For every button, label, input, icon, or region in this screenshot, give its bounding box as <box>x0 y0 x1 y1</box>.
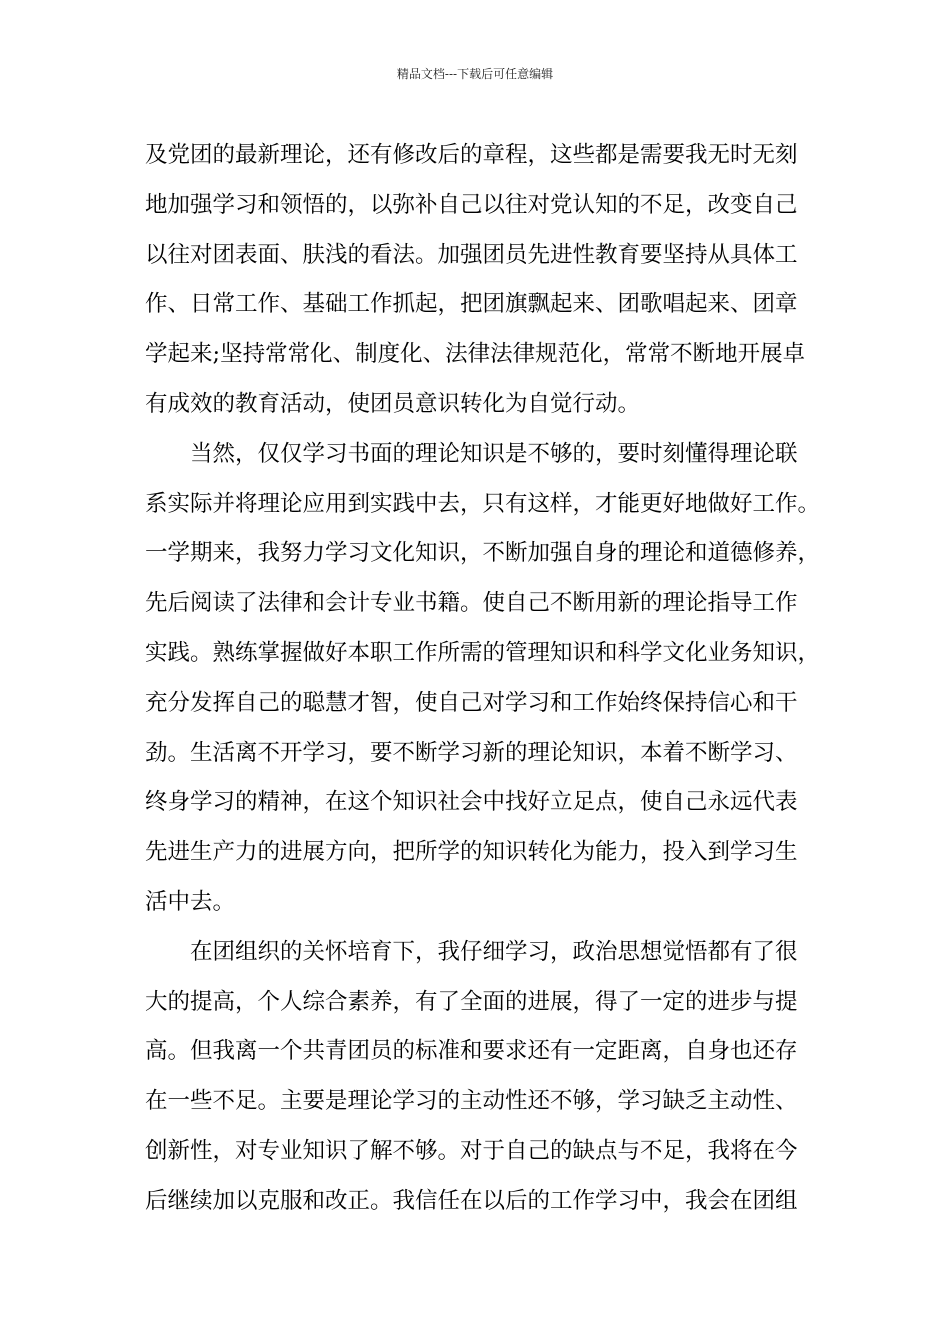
text-line: 以往对团表面、肤浅的看法。加强团员先进性教育要坚持从具体工 <box>145 241 798 268</box>
text-line: 在一些不足。主要是理论学习的主动性还不够，学习缺乏主动性、 <box>145 1088 798 1115</box>
text-line: 劲。生活离不开学习，要不断学习新的理论知识，本着不断学习、 <box>145 739 798 766</box>
text-line: 作、日常工作、基础工作抓起，把团旗飘起来、团歌唱起来、团章 <box>145 291 798 318</box>
text-line: 实践。熟练掌握做好本职工作所需的管理知识和科学文化业务知识， <box>145 639 821 666</box>
text-line: 活中去。 <box>145 888 236 915</box>
text-line: 高。但我离一个共青团员的标准和要求还有一定距离，自身也还存 <box>145 1038 798 1065</box>
text-line: 学起来;坚持常常化、制度化、法律法律规范化，常常不断地开展卓 <box>145 341 806 368</box>
paragraph-first-line: 在团组织的关怀培育下，我仔细学习，政治思想觉悟都有了很 <box>190 938 798 965</box>
text-line: 先进生产力的进展方向，把所学的知识转化为能力，投入到学习生 <box>145 839 798 866</box>
text-line: 有成效的教育活动，使团员意识转化为自觉行动。 <box>145 390 641 417</box>
text-line: 创新性，对专业知识了解不够。对于自己的缺点与不足，我将在今 <box>145 1137 798 1164</box>
text-line: 一学期来，我努力学习文化知识，不断加强自身的理论和道德修养， <box>145 540 821 567</box>
text-line: 系实际并将理论应用到实践中去，只有这样，才能更好地做好工作。 <box>145 490 821 517</box>
text-line: 大的提高，个人综合素养，有了全面的进展，得了一定的进步与提 <box>145 988 798 1015</box>
text-line: 先后阅读了法律和会计专业书籍。使自己不断用新的理论指导工作 <box>145 590 798 617</box>
text-line: 地加强学习和领悟的，以弥补自己以往对党认知的不足，改变自己 <box>145 191 798 218</box>
document-body <box>145 131 821 1227</box>
text-line: 及党团的最新理论，还有修改后的章程，这些都是需要我无时无刻 <box>145 142 798 168</box>
text-line: 终身学习的精神，在这个知识社会中找好立足点，使自己永远代表 <box>145 789 798 816</box>
text-line: 充分发挥自己的聪慧才智，使自己对学习和工作始终保持信心和干 <box>145 689 798 716</box>
paragraph-first-line: 当然，仅仅学习书面的理论知识是不够的，要时刻懂得理论联 <box>190 440 798 467</box>
page-header: 精品文档---下载后可任意编辑 <box>396 67 554 81</box>
text-line: 后继续加以克服和改正。我信任在以后的工作学习中，我会在团组 <box>145 1187 798 1214</box>
